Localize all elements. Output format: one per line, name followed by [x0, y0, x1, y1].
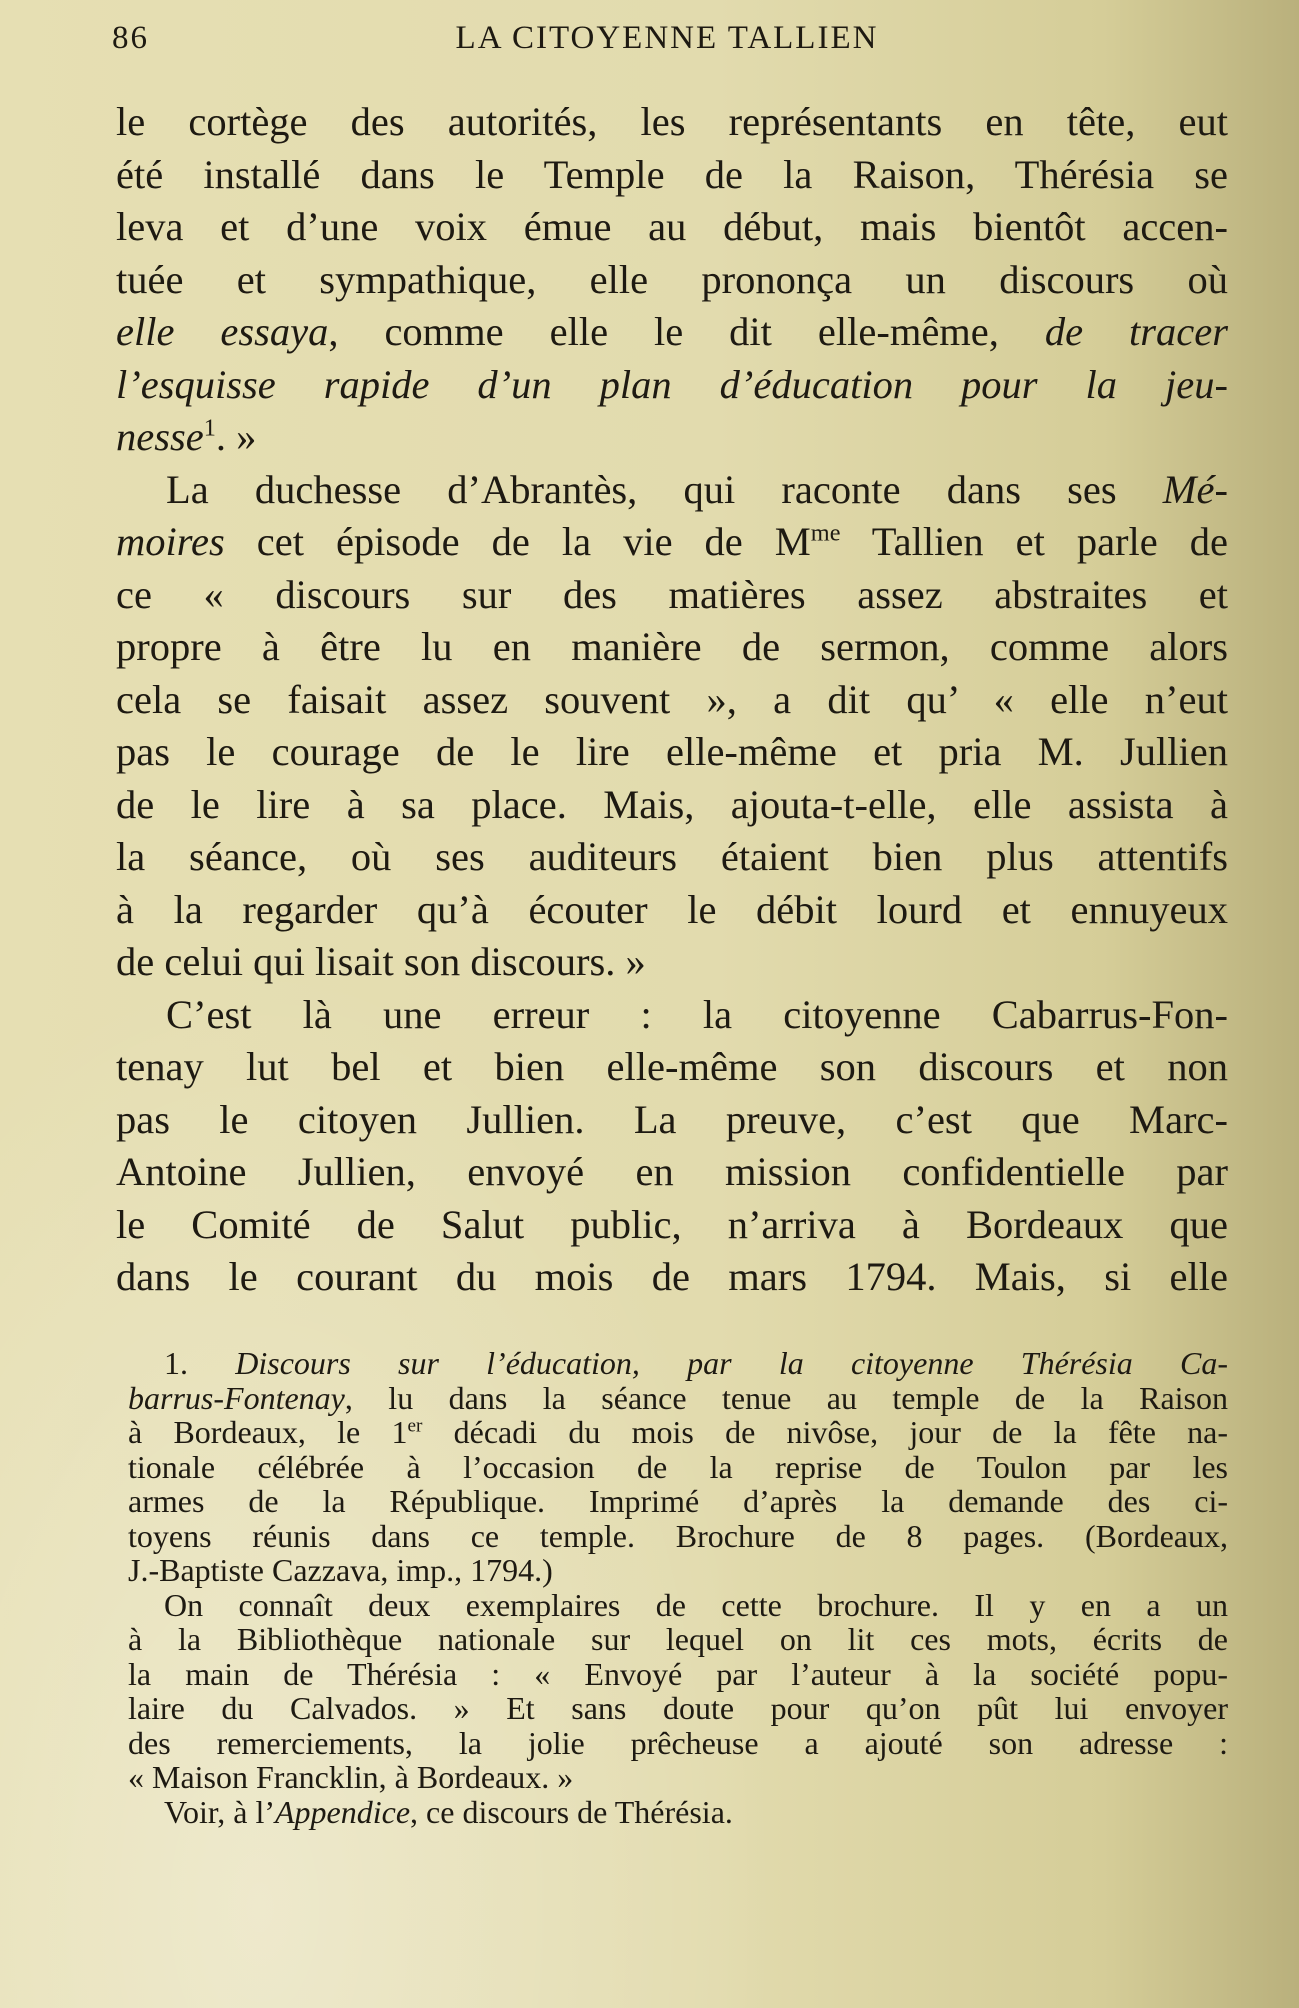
- body-line: le Comité de Salut public, n’arriva à Bordeaux que: [116, 1201, 1228, 1247]
- footnote-line: 1. Discours sur l’éducation, par la citoyenne Thérésia Ca-: [164, 1345, 1229, 1381]
- body-line: propre à être lu en manière de sermon, comme alors: [116, 624, 1228, 669]
- footnote-line: à Bordeaux, le 1er décadi du mois de nivôse, jour de la fête na-: [128, 1414, 1228, 1450]
- footnote-line: Voir, à l’Appendice, ce discours de Thérésia.: [164, 1793, 733, 1830]
- footnote-line: J.-Baptiste Cazzava, imp., 1794.): [128, 1552, 553, 1588]
- body-line: ce « discours sur des matières assez abstraites et: [116, 571, 1228, 617]
- footnote-line: barrus-Fontenay, lu dans la séance tenue au temple de la Raison: [128, 1379, 1228, 1416]
- footnote-line: laire du Calvados. » Et sans doute pour qu’on pût lui envoyer: [128, 1690, 1228, 1726]
- body-line: l’esquisse rapide d’un plan d’éducation pour la jeu-: [116, 361, 1228, 407]
- footnotes: [128, 1346, 1228, 1829]
- body-line: nesse$^1$. »: [116, 414, 257, 459]
- footnote-line: la main de Thérésia : « Envoyé par l’auteur à la société popu-: [128, 1655, 1228, 1692]
- body-line: été installé dans le Temple de la Raison, Thérésia se: [116, 151, 1228, 197]
- body-line: de le lire à sa place. Mais, ajouta-t-elle, elle assista à: [116, 781, 1228, 827]
- body-line: de celui qui lisait son discours. »: [116, 939, 646, 984]
- footnote-line: des remerciements, la jolie prêcheuse a ajouté son adresse :: [128, 1724, 1228, 1761]
- footnote-marker: 1: [203, 414, 216, 442]
- body-text: [116, 96, 1228, 1304]
- body-line: la séance, où ses auditeurs étaient bien plus attentifs: [116, 834, 1228, 879]
- body-line: elle essaya, comme elle le dit elle-même, de tracer: [116, 309, 1228, 354]
- footnote-line: « Maison Francklin, à Bordeaux. »: [128, 1759, 574, 1795]
- body-line: leva et d’une voix émue au début, mais bientôt accen-: [116, 204, 1228, 249]
- page-number: 86: [112, 20, 149, 56]
- body-line: pas le citoyen Jullien. La preuve, c’est que Marc-: [116, 1096, 1228, 1142]
- paragraph-start: C’est là une erreur : la citoyenne Cabarrus-Fon-: [166, 991, 1228, 1037]
- body-line: Antoine Jullien, envoyé en mission confidentielle par: [116, 1149, 1228, 1194]
- body-line: cela se faisait assez souvent », a dit qu’ « elle n’eut: [116, 676, 1228, 722]
- paragraph-start: La duchesse d’Abrantès, qui raconte dans ses Mé-: [166, 466, 1228, 512]
- body-line: tenay lut bel et bien elle-même son discours et non: [116, 1044, 1228, 1089]
- footnote-line: armes de la République. Imprimé d’après la demande des ci-: [128, 1483, 1228, 1519]
- running-head: [112, 20, 1222, 64]
- footnote-line: à la Bibliothèque nationale sur lequel on lit ces mots, écrits de: [128, 1621, 1228, 1657]
- body-line: pas le courage de le lire elle-même et pria M. Jullien: [116, 729, 1228, 774]
- body-line: tuée et sympathique, elle prononça un discours où: [116, 256, 1228, 302]
- page-title: LA CITOYENNE TALLIEN: [455, 20, 879, 56]
- body-line: à la regarder qu’à écouter le débit lourd et ennuyeux: [116, 886, 1228, 932]
- body-line: dans le courant du mois de mars 1794. Mais, si elle: [116, 1254, 1228, 1299]
- footnote-line: tionale célébrée à l’occasion de la reprise de Toulon par les: [128, 1448, 1228, 1485]
- body-line: moires cet épisode de la vie de $M^{me}$ Tallien et parle de: [116, 519, 1228, 564]
- footnote-line: On connaît deux exemplaires de cette brochure. Il y en a un: [164, 1586, 1228, 1623]
- footnote-line: toyens réunis dans ce temple. Brochure de 8 pages. (Bordeaux,: [128, 1517, 1228, 1554]
- body-line: le cortège des autorités, les représentants en tête, eut: [116, 99, 1228, 144]
